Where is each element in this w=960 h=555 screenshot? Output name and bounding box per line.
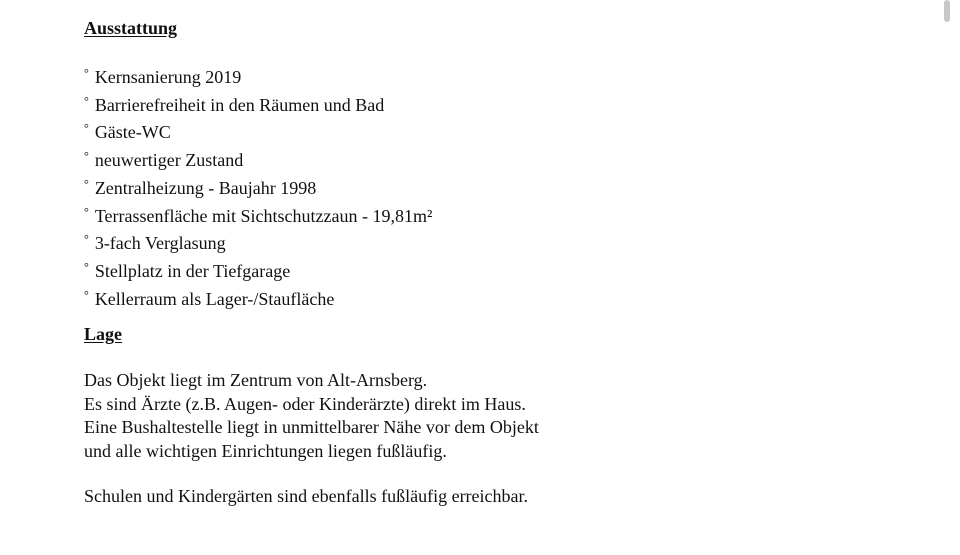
list-item [84, 90, 432, 118]
list-item-text: Zentralheizung - Baujahr 1998 [94, 177, 317, 198]
heading-lage: Lage [84, 324, 122, 344]
list-item [84, 117, 432, 145]
list-item-text: 3-fach Verglasung [94, 233, 226, 254]
list-item-text: Terrassenfläche mit Sichtschutzzaun - 19,81m² [94, 205, 433, 226]
list-item [84, 228, 432, 256]
list-item-text: Barrierefreiheit in den Räumen und Bad [94, 94, 385, 115]
bullet-degree-icon: ° [84, 149, 89, 164]
bullet-degree-icon: ° [84, 121, 89, 136]
document-page [84, 0, 904, 555]
lage-line: und alle wichtigen Einrichtungen liegen fußläufig. [84, 441, 447, 462]
list-item [84, 145, 432, 173]
heading-ausstattung: Ausstattung [84, 18, 178, 38]
list-item-text: Kernsanierung 2019 [94, 67, 242, 87]
lage-line: Das Objekt liegt im Zentrum von Alt-Arnsberg. [84, 370, 428, 390]
list-item-text: Gäste-WC [94, 122, 171, 143]
list-item [84, 173, 432, 201]
list-item [84, 201, 432, 229]
bullet-degree-icon: ° [84, 93, 89, 108]
bullet-degree-icon: ° [84, 287, 89, 302]
list-item-text: Stellplatz in der Tiefgarage [94, 260, 291, 281]
bullet-degree-icon: ° [84, 232, 89, 247]
lage-line: Es sind Ärzte (z.B. Augen- oder Kinderärzte) direkt im Haus. [84, 393, 526, 414]
vertical-scrollbar-thumb[interactable] [944, 0, 950, 22]
list-item [84, 256, 432, 284]
bullet-degree-icon: ° [84, 259, 89, 274]
bullet-degree-icon: ° [84, 176, 89, 191]
feature-list [84, 62, 432, 311]
lage-paragraph [84, 369, 539, 464]
bullet-degree-icon: ° [84, 204, 89, 219]
list-item-text: Kellerraum als Lager-/Staufläche [94, 288, 335, 309]
list-item [84, 284, 432, 312]
list-item-text: neuwertiger Zustand [94, 150, 244, 171]
list-item [84, 62, 432, 90]
lage-line: Eine Bushaltestelle liegt in unmittelbarer Nähe vor dem Objekt [84, 417, 539, 438]
bullet-degree-icon: ° [84, 66, 89, 80]
schulen-paragraph: Schulen und Kindergärten sind ebenfalls fußläufig erreichbar. [84, 486, 529, 506]
